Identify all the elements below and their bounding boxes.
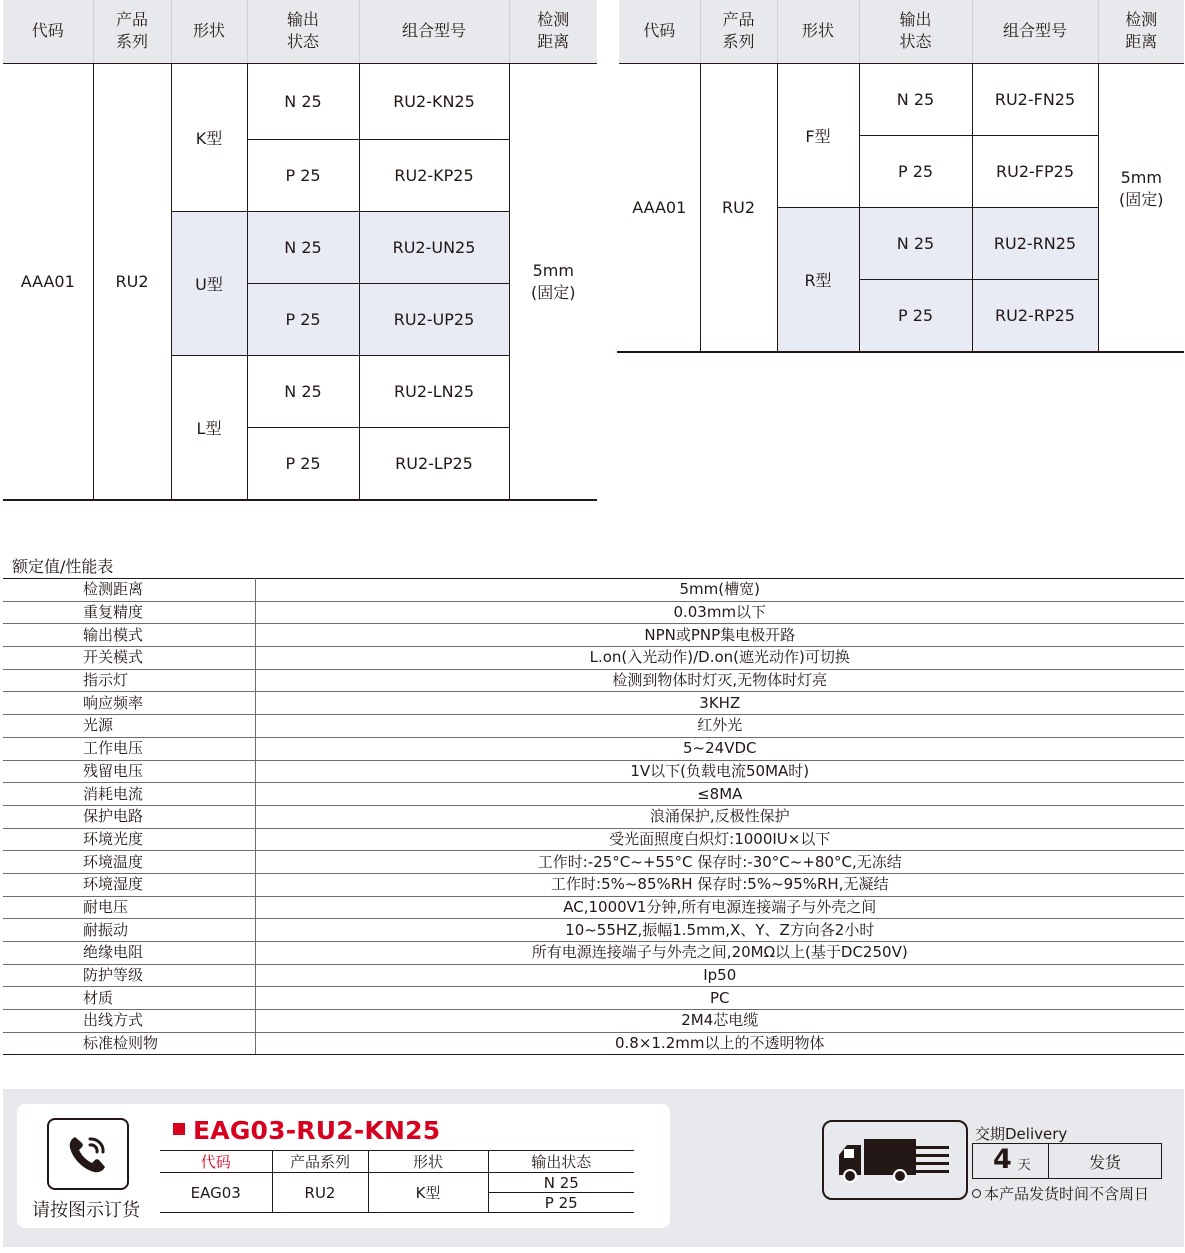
spec-key: 绝缘电阻 <box>3 942 255 965</box>
spec-row <box>3 942 1184 965</box>
table-bottom-rule <box>617 351 1184 353</box>
output-cell: P 25 <box>247 427 359 500</box>
order-output-value: P 25 <box>488 1193 634 1213</box>
spec-value: 浪涌保护,反极性保护 <box>255 805 1184 828</box>
spec-row <box>3 828 1184 851</box>
spec-row <box>3 873 1184 896</box>
header-shape: 形状 <box>777 0 859 63</box>
spec-key: 残留电压 <box>3 760 255 783</box>
spec-row <box>3 896 1184 919</box>
spec-value: 0.8×1.2mm以上的不透明物体 <box>255 1032 1184 1055</box>
spec-row <box>3 919 1184 942</box>
output-cell: P 25 <box>859 279 972 352</box>
order-output-value: N 25 <box>488 1173 634 1193</box>
header-shape: 形状 <box>171 0 247 63</box>
delivery-days-unit: 天 <box>1017 1158 1031 1173</box>
shape-cell: L型 <box>171 355 247 500</box>
output-cell: N 25 <box>247 63 359 139</box>
spec-value: 2M4芯电缆 <box>255 1010 1184 1033</box>
spec-value: 所有电源连接端子与外壳之间,20MΩ以上(基于DC250V) <box>255 942 1184 965</box>
output-cell: N 25 <box>247 355 359 427</box>
spec-row <box>3 624 1184 647</box>
model-cell: RU2-UP25 <box>359 283 509 355</box>
spec-key: 环境光度 <box>3 828 255 851</box>
spec-row <box>3 579 1184 602</box>
table-bottom-rule <box>3 499 597 501</box>
delivery-note: 本产品发货时间不含周日 <box>972 1183 1149 1204</box>
spec-key: 检测距离 <box>3 579 255 602</box>
model-cell: RU2-KP25 <box>359 139 509 211</box>
spec-value: 3KHZ <box>255 692 1184 715</box>
spec-value: 检测到物体时灯灭,无物体时灯亮 <box>255 669 1184 692</box>
shape-cell: F型 <box>777 63 859 207</box>
spec-value: 10~55HZ,振幅1.5mm,X、Y、Z方向各2小时 <box>255 919 1184 942</box>
delivery-title: 交期Delivery <box>975 1125 1068 1143</box>
spec-row <box>3 737 1184 760</box>
spec-value: PC <box>255 987 1184 1010</box>
spec-key: 防护等级 <box>3 964 255 987</box>
series-cell: RU2 <box>700 63 777 352</box>
spec-value: ≤8MA <box>255 783 1184 806</box>
shape-cell: U型 <box>171 211 247 355</box>
shape-cell: K型 <box>171 63 247 211</box>
header-model: 组合型号 <box>972 0 1098 63</box>
spec-key: 出线方式 <box>3 1010 255 1033</box>
output-cell: N 25 <box>859 207 972 279</box>
order-example-table <box>160 1150 634 1213</box>
spec-row <box>3 783 1184 806</box>
spec-key: 保护电路 <box>3 805 255 828</box>
header-code: 代码 <box>3 0 93 63</box>
series-cell: RU2 <box>93 63 171 500</box>
delivery-box <box>972 1143 1162 1179</box>
header-series: 产品 系列 <box>700 0 777 63</box>
spec-value: 受光面照度白炽灯:1000IU×以下 <box>255 828 1184 851</box>
spec-row <box>3 760 1184 783</box>
shape-cell: R型 <box>777 207 859 352</box>
left-selection-table <box>3 0 597 501</box>
spec-row <box>3 669 1184 692</box>
spec-row <box>3 851 1184 874</box>
spec-key: 工作电压 <box>3 737 255 760</box>
spec-value: 工作时:-25°C~+55°C 保存时:-30°C~+80°C,无冻结 <box>255 851 1184 874</box>
header-series: 产品 系列 <box>93 0 171 63</box>
order-code-value: EAG03 <box>160 1173 272 1213</box>
order-header-series: 产品系列 <box>272 1151 368 1173</box>
spec-value: 工作时:5%~85%RH 保存时:5%~95%RH,无凝结 <box>255 873 1184 896</box>
output-cell: N 25 <box>247 211 359 283</box>
spec-value: NPN或PNP集电极开路 <box>255 624 1184 647</box>
header-distance: 检测 距离 <box>509 0 597 63</box>
spec-row <box>3 1032 1184 1055</box>
spec-value: AC,1000V1分钟,所有电源连接端子与外壳之间 <box>255 896 1184 919</box>
spec-row <box>3 987 1184 1010</box>
delivery-days-number: 4 <box>993 1144 1012 1175</box>
order-shape-value: K型 <box>368 1173 488 1213</box>
spec-table <box>3 578 1184 1055</box>
spec-title: 额定值/性能表 <box>12 557 114 576</box>
spec-key: 输出模式 <box>3 624 255 647</box>
model-cell: RU2-FN25 <box>972 63 1098 135</box>
spec-key: 开关模式 <box>3 647 255 670</box>
spec-value: 5mm(槽宽) <box>255 579 1184 602</box>
header-output: 输出 状态 <box>247 0 359 63</box>
delivery-days <box>973 1144 1049 1178</box>
spec-row <box>3 1010 1184 1033</box>
model-cell: RU2-UN25 <box>359 211 509 283</box>
spec-key: 材质 <box>3 987 255 1010</box>
spec-row <box>3 601 1184 624</box>
spec-key: 耐电压 <box>3 896 255 919</box>
spec-key: 响应频率 <box>3 692 255 715</box>
spec-key: 消耗电流 <box>3 783 255 806</box>
output-cell: P 25 <box>247 283 359 355</box>
spec-key: 环境湿度 <box>3 873 255 896</box>
order-caption: 请按图示订货 <box>32 1200 140 1221</box>
order-code: EAG03-RU2-KN25 <box>173 1116 440 1145</box>
phone-icon <box>47 1118 129 1190</box>
model-cell: RU2-KN25 <box>359 63 509 139</box>
spec-value: 0.03mm以下 <box>255 601 1184 624</box>
spec-row <box>3 964 1184 987</box>
spec-key: 重复精度 <box>3 601 255 624</box>
code-cell: AAA01 <box>619 63 700 352</box>
spec-value: 1V以下(负载电流50MA时) <box>255 760 1184 783</box>
output-cell: N 25 <box>859 63 972 135</box>
spec-value: 红外光 <box>255 715 1184 738</box>
output-cell: P 25 <box>859 135 972 207</box>
spec-value: L.on(入光动作)/D.on(遮光动作)可切换 <box>255 647 1184 670</box>
order-series-value: RU2 <box>272 1173 368 1213</box>
right-selection-table <box>619 0 1184 353</box>
header-distance: 检测 距离 <box>1098 0 1184 63</box>
order-header-code: 代码 <box>160 1151 272 1173</box>
spec-key: 耐振动 <box>3 919 255 942</box>
spec-key: 指示灯 <box>3 669 255 692</box>
header-code: 代码 <box>619 0 700 63</box>
order-header-output: 输出状态 <box>488 1151 634 1173</box>
model-cell: RU2-LP25 <box>359 427 509 500</box>
distance-cell: 5mm (固定) <box>1098 63 1184 352</box>
spec-key: 环境温度 <box>3 851 255 874</box>
model-cell: RU2-RN25 <box>972 207 1098 279</box>
spec-row <box>3 647 1184 670</box>
spec-key: 光源 <box>3 715 255 738</box>
truck-icon <box>822 1120 968 1200</box>
order-header-shape: 形状 <box>368 1151 488 1173</box>
output-cell: P 25 <box>247 139 359 211</box>
spec-row <box>3 692 1184 715</box>
header-output: 输出 状态 <box>859 0 972 63</box>
spec-value: Ip50 <box>255 964 1184 987</box>
distance-cell: 5mm (固定) <box>509 63 597 500</box>
spec-row <box>3 715 1184 738</box>
spec-row <box>3 805 1184 828</box>
spec-key: 标准检则物 <box>3 1032 255 1055</box>
spec-value: 5~24VDC <box>255 737 1184 760</box>
header-model: 组合型号 <box>359 0 509 63</box>
model-cell: RU2-RP25 <box>972 279 1098 352</box>
code-cell: AAA01 <box>3 63 93 500</box>
model-cell: RU2-LN25 <box>359 355 509 427</box>
delivery-label: 发货 <box>1088 1152 1121 1172</box>
model-cell: RU2-FP25 <box>972 135 1098 207</box>
